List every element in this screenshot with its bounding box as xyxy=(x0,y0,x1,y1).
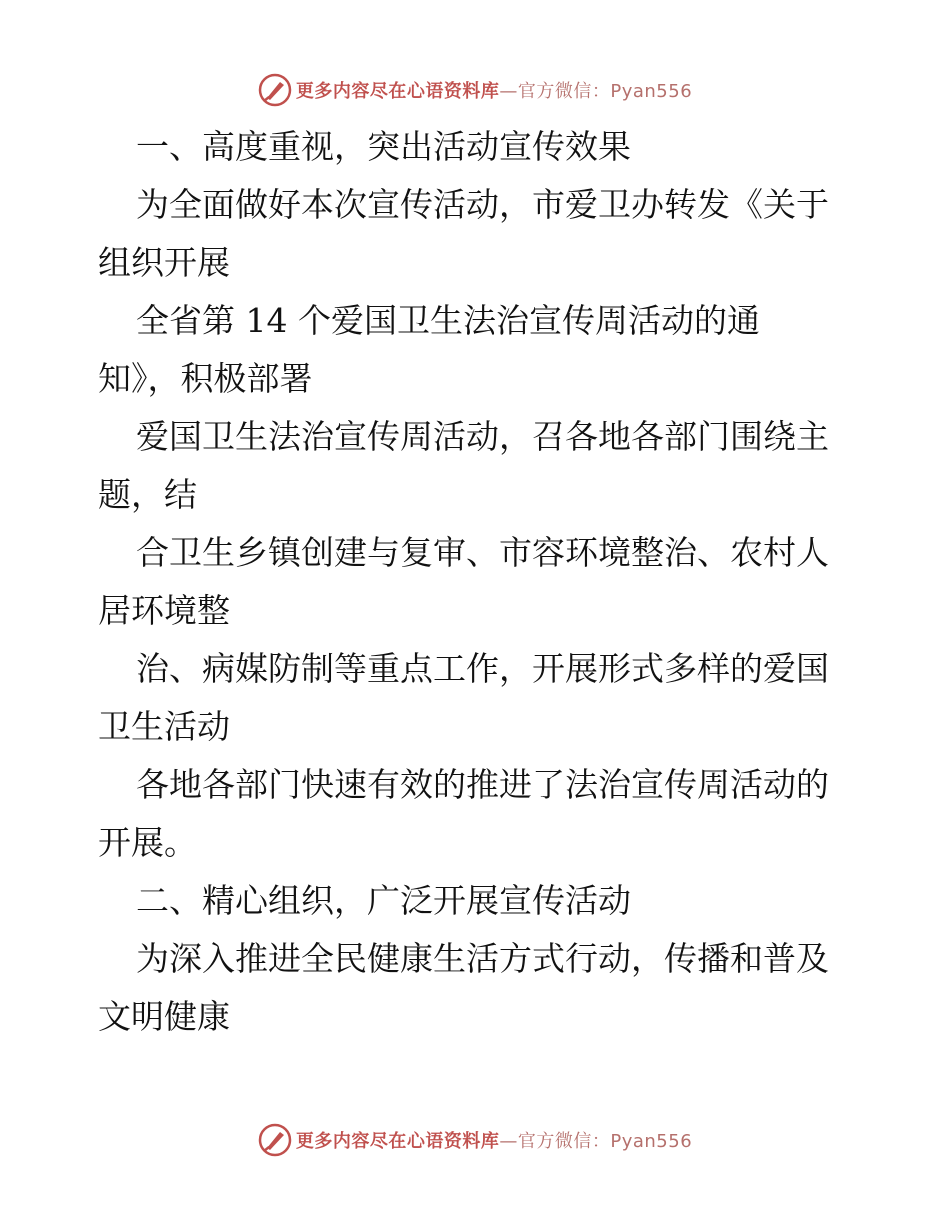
feather-pen-logo-icon xyxy=(258,73,292,107)
paragraph-line: 为深入推进全民健康生活方式行动，传播和普及 xyxy=(136,939,829,978)
paragraph-line: 二、精心组织，广泛开展宣传活动 xyxy=(136,881,631,920)
watermark-text: 更多内容尽在心语资料库—官方微信：Pyan556 xyxy=(295,81,693,102)
paragraph-line: 卫生活动 xyxy=(98,707,230,746)
document-body xyxy=(98,118,858,1046)
paragraph-line: 居环境整 xyxy=(98,591,230,630)
paragraph-line: 爱国卫生法治宣传周活动，召各地各部门围绕主 xyxy=(136,417,829,456)
paragraph-line: 一、高度重视，突出活动宣传效果 xyxy=(136,127,631,166)
header-watermark xyxy=(0,70,950,110)
paragraph-line: 知》，积极部署 xyxy=(98,359,313,398)
paragraph-line: 全省第 14 个爱国卫生法治宣传周活动的通 xyxy=(136,301,760,340)
paragraph-line: 开展。 xyxy=(98,823,197,862)
watermark-text: 更多内容尽在心语资料库—官方微信：Pyan556 xyxy=(295,1131,693,1152)
paragraph-line: 题，结 xyxy=(98,475,197,514)
footer-watermark xyxy=(0,1120,950,1160)
paragraph-line: 合卫生乡镇创建与复审、市容环境整治、农村人 xyxy=(136,533,829,572)
paragraph-line: 为全面做好本次宣传活动，市爱卫办转发《关于 xyxy=(136,185,829,224)
paragraph-line: 组织开展 xyxy=(98,243,230,282)
feather-pen-logo-icon xyxy=(258,1123,292,1157)
paragraph-line: 文明健康 xyxy=(98,997,230,1036)
paragraph-line: 各地各部门快速有效的推进了法治宣传周活动的 xyxy=(136,765,829,804)
paragraph-line: 治、病媒防制等重点工作，开展形式多样的爱国 xyxy=(136,649,829,688)
